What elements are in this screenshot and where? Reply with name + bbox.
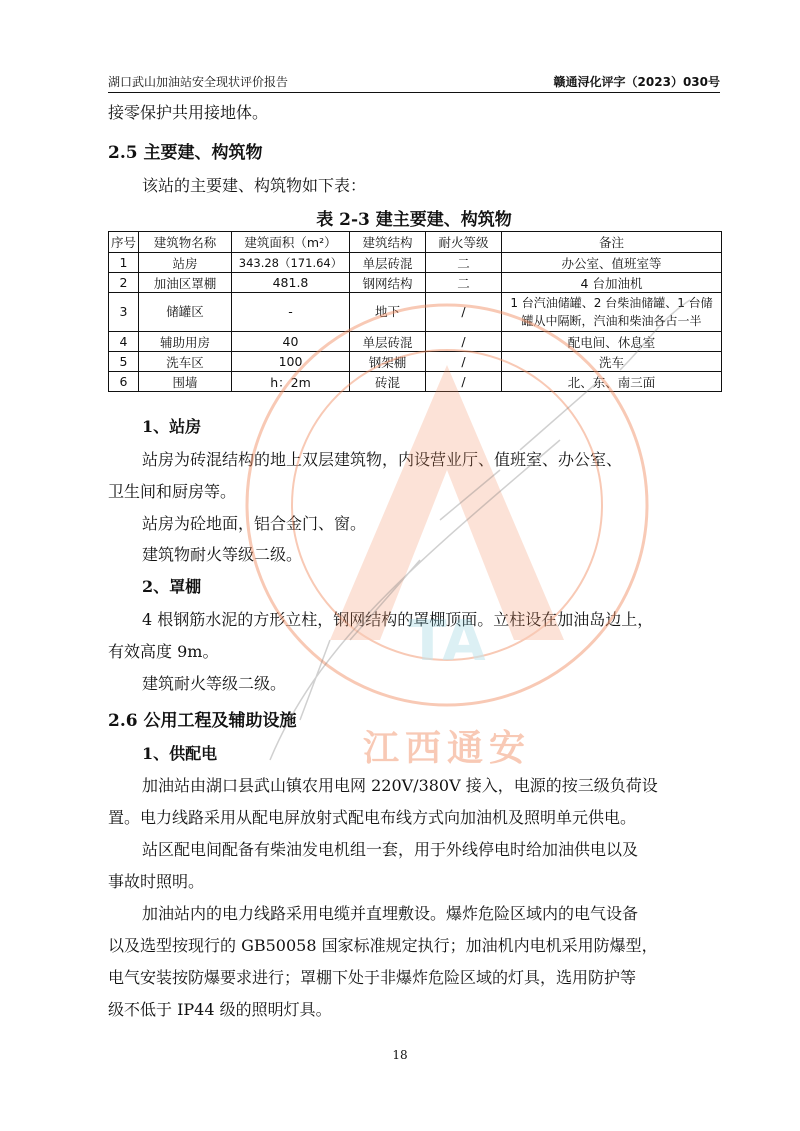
col-header-area: 建筑面积（m²） xyxy=(232,232,350,253)
cell-fire-rating: / xyxy=(426,352,502,372)
cell-notes-line: 1 台汽油储罐、2 台柴油储罐、1 台储 xyxy=(510,296,713,310)
cell-index: 3 xyxy=(109,293,139,332)
cell-fire-rating: 二 xyxy=(426,273,502,293)
cell-notes xyxy=(502,293,722,332)
station-house-p1-line1: 站房为砖混结构的地上双层建筑物，内设营业厅、值班室、办公室、 xyxy=(142,450,623,469)
col-header-fire-rating: 耐火等级 xyxy=(426,232,502,253)
page-header xyxy=(108,68,720,93)
cell-name: 洗车区 xyxy=(139,352,232,372)
cell-structure: 钢网结构 xyxy=(350,273,426,293)
intro-line: 接零保护共用接地体。 xyxy=(108,103,269,122)
cell-structure: 钢架棚 xyxy=(350,352,426,372)
buildings-table xyxy=(108,231,722,392)
power-p2-line1: 站区配电间配备有柴油发电机组一套，用于外线停电时给加油供电以及 xyxy=(142,840,639,859)
cell-fire-rating: / xyxy=(426,293,502,332)
canopy-title: 2、罩棚 xyxy=(142,577,202,596)
table-caption: 表 2-3 建主要建、构筑物 xyxy=(316,210,512,230)
col-header-name: 建筑物名称 xyxy=(139,232,232,253)
cell-index: 5 xyxy=(109,352,139,372)
cell-name: 站房 xyxy=(139,253,232,273)
cell-name: 储罐区 xyxy=(139,293,232,332)
col-header-index: 序号 xyxy=(109,232,139,253)
canopy-p2: 建筑耐火等级二级。 xyxy=(142,674,287,693)
cell-structure: 单层砖混 xyxy=(350,332,426,352)
col-header-notes: 备注 xyxy=(502,232,722,253)
table-row xyxy=(109,253,722,273)
cell-index: 2 xyxy=(109,273,139,293)
power-p1-line1: 加油站由湖口县武山镇农用电网 220V/380V 接入，电源的按三级负荷设 xyxy=(142,776,658,795)
section-2-5-title: 2.5 主要建、构筑物 xyxy=(108,143,263,163)
cell-notes-line: 罐从中隔断，汽油和柴油各占一半 xyxy=(521,314,702,328)
cell-area: 481.8 xyxy=(232,273,350,293)
power-p3-line2: 以及选型按现行的 GB50058 国家标准规定执行；加油机内电机采用防爆型， xyxy=(108,936,658,955)
table-header-row xyxy=(109,232,722,253)
station-house-p2: 站房为砼地面，铝合金门、窗。 xyxy=(142,514,367,533)
cell-structure: 砖混 xyxy=(350,372,426,392)
section-2-6-title: 2.6 公用工程及辅助设施 xyxy=(108,711,297,731)
cell-structure: 单层砖混 xyxy=(350,253,426,273)
station-house-p3: 建筑物耐火等级二级。 xyxy=(142,545,303,564)
power-p3-line3: 电气安装按防爆要求进行；罩棚下处于非爆炸危险区域的灯具，选用防护等 xyxy=(108,968,637,987)
canopy-p1-line1: 4 根钢筋水泥的方形立柱，钢网结构的罩棚顶面。立柱设在加油岛边上， xyxy=(142,610,654,629)
cell-notes: 洗车 xyxy=(502,352,722,372)
header-report-title: 湖口武山加油站安全现状评价报告 xyxy=(108,75,289,89)
table-row xyxy=(109,293,722,332)
cell-notes: 办公室、值班室等 xyxy=(502,253,722,273)
power-p2-line2: 事故时照明。 xyxy=(108,872,205,891)
cell-name: 辅助用房 xyxy=(139,332,232,352)
watermark-brand: 江西通安 xyxy=(362,728,532,769)
page-number: 18 xyxy=(392,1048,408,1062)
power-p3-line1: 加油站内的电力线路采用电缆并直埋敷设。爆炸危险区域内的电气设备 xyxy=(142,904,639,923)
table-row xyxy=(109,332,722,352)
cell-index: 4 xyxy=(109,332,139,352)
cell-fire-rating: / xyxy=(426,372,502,392)
cell-area: h：2m xyxy=(232,372,350,392)
station-house-title: 1、站房 xyxy=(142,417,202,436)
cell-name: 围墙 xyxy=(139,372,232,392)
section-2-5-intro: 该站的主要建、构筑物如下表： xyxy=(142,176,367,195)
canopy-p1-line2: 有效高度 9m。 xyxy=(108,642,219,661)
power-p3-line4: 级不低于 IP44 级的照明灯具。 xyxy=(108,1000,332,1019)
cell-area: - xyxy=(232,293,350,332)
table-row xyxy=(109,273,722,293)
cell-area: 100 xyxy=(232,352,350,372)
cell-index: 6 xyxy=(109,372,139,392)
power-p1-line2: 置。电力线路采用从配电屏放射式配电布线方式向加油机及照明单元供电。 xyxy=(108,808,637,827)
cell-name: 加油区罩棚 xyxy=(139,273,232,293)
col-header-structure: 建筑结构 xyxy=(350,232,426,253)
cell-notes: 北、东、南三面 xyxy=(502,372,722,392)
cell-notes: 4 台加油机 xyxy=(502,273,722,293)
cell-index: 1 xyxy=(109,253,139,273)
cell-notes: 配电间、休息室 xyxy=(502,332,722,352)
watermark-letters: TA xyxy=(408,609,486,674)
cell-fire-rating: 二 xyxy=(426,253,502,273)
cell-area: 343.28（171.64） xyxy=(232,253,350,273)
station-house-p1-line2: 卫生间和厨房等。 xyxy=(108,482,237,501)
power-supply-title: 1、供配电 xyxy=(142,744,218,763)
cell-area: 40 xyxy=(232,332,350,352)
cell-fire-rating: / xyxy=(426,332,502,352)
table-row xyxy=(109,372,722,392)
header-report-number: 赣通浔化评字（2023）030号 xyxy=(553,75,720,89)
cell-structure: 地下 xyxy=(350,293,426,332)
table-row xyxy=(109,352,722,372)
